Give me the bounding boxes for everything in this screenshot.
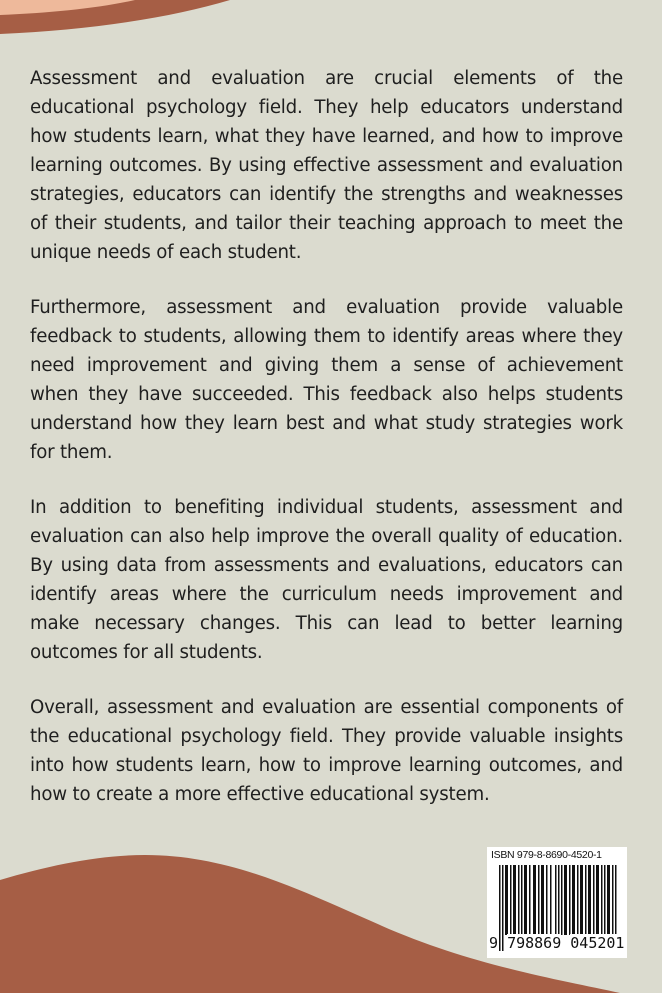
back-cover-text [30,64,623,835]
isbn-label: ISBN 979-8-8690-4520-1 [491,849,602,861]
paragraph-2: Furthermore, assessment and evaluation provide valuable feedback to students, allowing them to identify areas where they need improvement and giving them a sense of achievement when they have succeeded. This feedback also helps students understand how they learn best and what study strategies work for them. [30,297,623,463]
top-wave-decoration [0,0,662,40]
paragraph-1: Assessment and evaluation are crucial elements of the educational psychology field. They help educators understand how students learn, what they have learned, and how to improve learning outcomes. By using effective assessment and evaluation strategies, educators can identify the strengths and weaknesses of their students, and tailor their teaching approach to meet the unique needs of each student. [30,68,623,263]
barcode-lead-digit: 9 [489,934,499,952]
paragraph-4: Overall, assessment and evaluation are essential components of the educational psychology field. They provide valuable insights into how students learn, how to improve learning outcomes, and how to create a more effective educational system. [30,697,623,805]
isbn-barcode [487,847,627,958]
barcode-left-group: 798869 [507,934,562,952]
barcode-right-group: 045201 [570,934,625,952]
paragraph-3: In addition to benefiting individual students, assessment and evaluation can also help improve the overall quality of education. By using data from assessments and evaluations, educators can identify areas where the curriculum needs improvement and make necessary changes. This can lead to better learning outcomes for all students. [30,497,623,663]
barcode-digits [489,934,624,952]
